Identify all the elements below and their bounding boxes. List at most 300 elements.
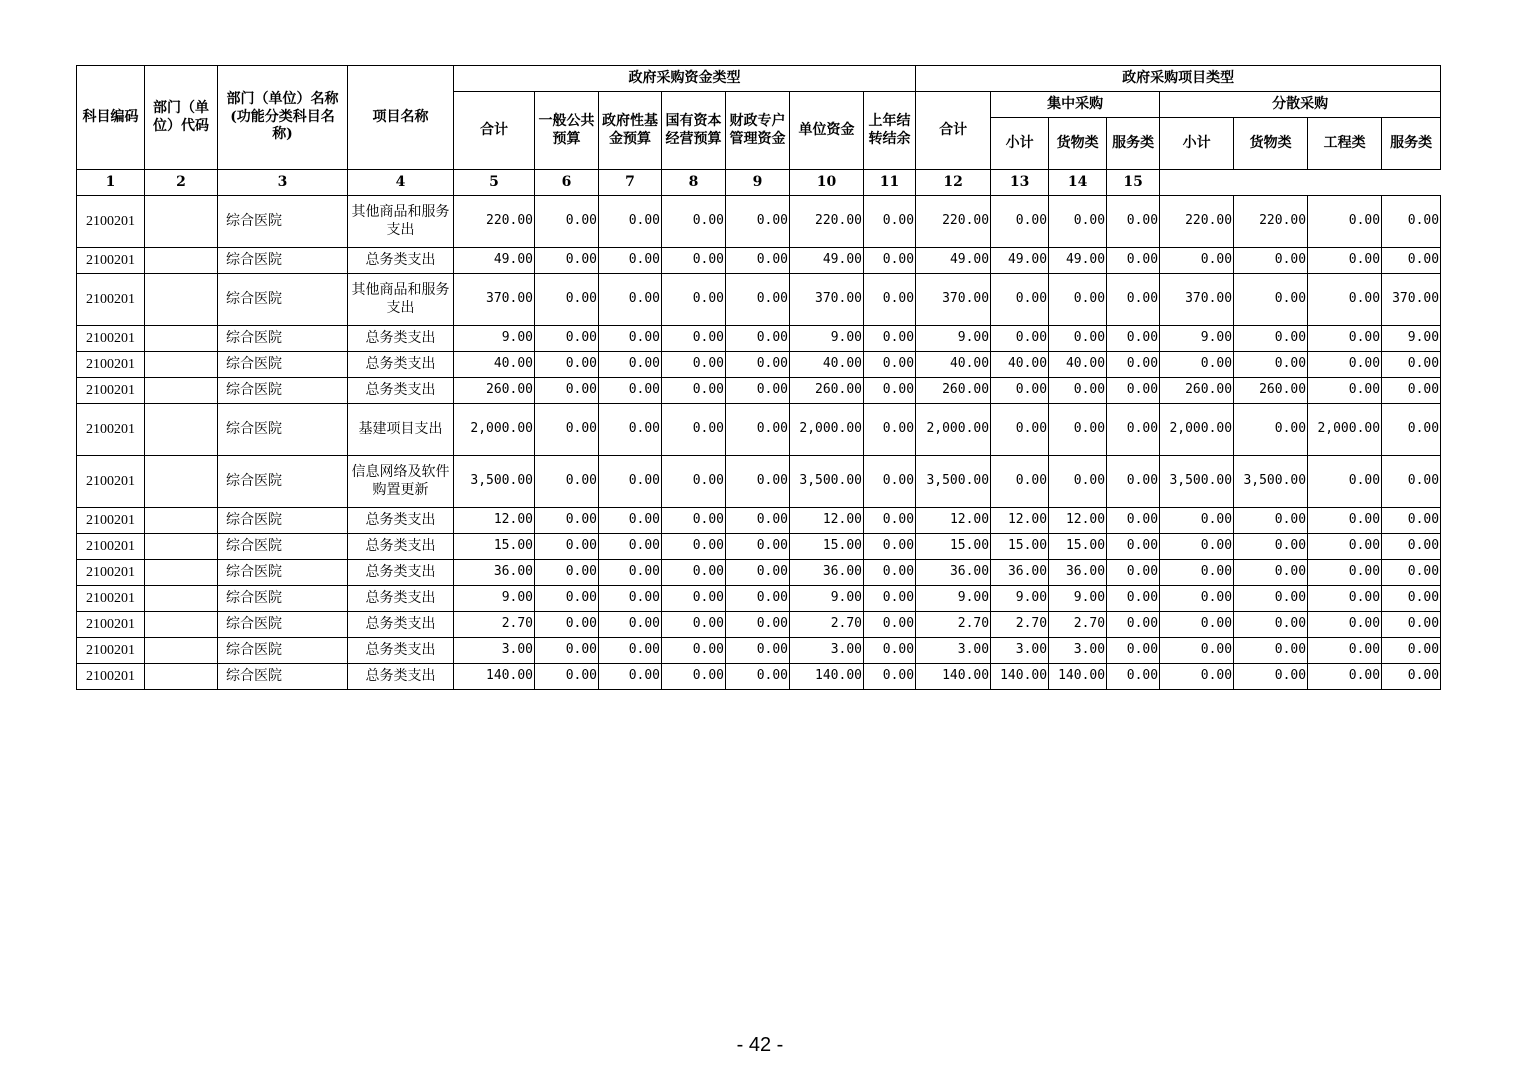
amount-cell: 0.00 (1160, 560, 1234, 586)
page-number: - 42 - (736, 1034, 784, 1056)
amount-cell: 0.00 (726, 664, 790, 690)
column-index: 4 (348, 170, 454, 196)
dept-name-cell: 综合医院 (218, 248, 348, 274)
amount-cell: 0.00 (535, 508, 599, 534)
amount-cell: 0.00 (726, 248, 790, 274)
amount-cell: 0.00 (599, 274, 662, 326)
amount-cell: 0.00 (864, 378, 916, 404)
amount-cell: 2,000.00 (1160, 404, 1234, 456)
amount-cell: 0.00 (662, 378, 726, 404)
amount-cell: 220.00 (790, 196, 864, 248)
amount-cell: 15.00 (1049, 534, 1107, 560)
amount-cell: 0.00 (1160, 534, 1234, 560)
project-name-cell: 总务类支出 (348, 352, 454, 378)
dept-code-cell (145, 352, 218, 378)
subject-code-cell: 2100201 (77, 326, 145, 352)
amount-cell: 0.00 (1049, 404, 1107, 456)
dept-code-cell (145, 274, 218, 326)
amount-cell: 0.00 (1308, 612, 1382, 638)
amount-cell: 3.00 (916, 638, 991, 664)
table-row (77, 404, 1441, 456)
amount-cell: 0.00 (662, 456, 726, 508)
dept-code-cell (145, 560, 218, 586)
amount-cell: 12.00 (991, 508, 1049, 534)
column-index: 10 (790, 170, 864, 196)
header-c-goods: 货物类 (1049, 118, 1107, 170)
dept-code-cell (145, 456, 218, 508)
table-row (77, 248, 1441, 274)
amount-cell: 0.00 (864, 638, 916, 664)
header-c-services: 服务类 (1107, 118, 1160, 170)
amount-cell: 0.00 (1308, 664, 1382, 690)
subject-code-cell: 2100201 (77, 274, 145, 326)
amount-cell: 0.00 (662, 404, 726, 456)
amount-cell: 0.00 (1382, 534, 1441, 560)
amount-cell: 0.00 (1049, 196, 1107, 248)
header-dept-code: 部门（单位）代码 (145, 66, 218, 170)
amount-cell: 0.00 (1382, 664, 1441, 690)
amount-cell: 0.00 (1308, 378, 1382, 404)
amount-cell: 2.70 (1049, 612, 1107, 638)
amount-cell: 0.00 (1234, 586, 1308, 612)
amount-cell: 370.00 (1382, 274, 1441, 326)
amount-cell: 0.00 (1107, 196, 1160, 248)
amount-cell: 0.00 (1382, 352, 1441, 378)
amount-cell: 0.00 (1049, 326, 1107, 352)
subject-code-cell: 2100201 (77, 638, 145, 664)
procurement-table (76, 65, 1441, 690)
amount-cell: 0.00 (1234, 508, 1308, 534)
amount-cell: 12.00 (1049, 508, 1107, 534)
amount-cell: 0.00 (864, 560, 916, 586)
amount-cell: 260.00 (1234, 378, 1308, 404)
amount-cell: 0.00 (662, 560, 726, 586)
dept-name-cell: 综合医院 (218, 664, 348, 690)
amount-cell: 140.00 (1049, 664, 1107, 690)
amount-cell: 220.00 (454, 196, 535, 248)
header-fund-type-group: 政府采购资金类型 (454, 66, 916, 92)
amount-cell: 0.00 (1308, 326, 1382, 352)
amount-cell: 0.00 (1107, 352, 1160, 378)
amount-cell: 0.00 (599, 248, 662, 274)
amount-cell: 0.00 (726, 586, 790, 612)
amount-cell: 0.00 (599, 534, 662, 560)
dept-code-cell (145, 196, 218, 248)
amount-cell: 0.00 (1308, 508, 1382, 534)
dept-code-cell (145, 248, 218, 274)
amount-cell: 0.00 (599, 612, 662, 638)
project-name-cell: 总务类支出 (348, 586, 454, 612)
project-name-cell: 其他商品和服务支出 (348, 196, 454, 248)
amount-cell: 0.00 (726, 352, 790, 378)
header-d-engineering: 工程类 (1308, 118, 1382, 170)
amount-cell: 49.00 (454, 248, 535, 274)
amount-cell: 0.00 (1107, 456, 1160, 508)
amount-cell: 3,500.00 (916, 456, 991, 508)
amount-cell: 0.00 (864, 274, 916, 326)
amount-cell: 0.00 (726, 456, 790, 508)
dept-name-cell: 综合医院 (218, 586, 348, 612)
amount-cell: 0.00 (864, 508, 916, 534)
table-row (77, 508, 1441, 534)
header-general-budget: 一般公共预算 (535, 92, 599, 170)
header-dept-name: 部门（单位）名称(功能分类科目名称) (218, 66, 348, 170)
dept-code-cell (145, 404, 218, 456)
amount-cell: 0.00 (864, 196, 916, 248)
project-name-cell: 总务类支出 (348, 534, 454, 560)
amount-cell: 0.00 (535, 638, 599, 664)
dept-name-cell: 综合医院 (218, 196, 348, 248)
subject-code-cell: 2100201 (77, 664, 145, 690)
amount-cell: 0.00 (1234, 560, 1308, 586)
amount-cell: 0.00 (1234, 352, 1308, 378)
amount-cell: 0.00 (1234, 404, 1308, 456)
amount-cell: 0.00 (1049, 378, 1107, 404)
amount-cell: 0.00 (1308, 274, 1382, 326)
amount-cell: 0.00 (991, 274, 1049, 326)
amount-cell: 0.00 (991, 196, 1049, 248)
amount-cell: 0.00 (1160, 664, 1234, 690)
amount-cell: 0.00 (864, 586, 916, 612)
amount-cell: 0.00 (1049, 456, 1107, 508)
amount-cell: 0.00 (599, 586, 662, 612)
amount-cell: 0.00 (726, 508, 790, 534)
amount-cell: 0.00 (726, 638, 790, 664)
amount-cell: 40.00 (991, 352, 1049, 378)
column-index: 7 (599, 170, 662, 196)
subject-code-cell: 2100201 (77, 612, 145, 638)
amount-cell: 0.00 (1107, 274, 1160, 326)
amount-cell: 3.00 (991, 638, 1049, 664)
project-name-cell: 基建项目支出 (348, 404, 454, 456)
amount-cell: 0.00 (1382, 560, 1441, 586)
column-index: 11 (864, 170, 916, 196)
amount-cell: 0.00 (726, 560, 790, 586)
subject-code-cell: 2100201 (77, 534, 145, 560)
amount-cell: 0.00 (726, 326, 790, 352)
amount-cell: 40.00 (790, 352, 864, 378)
amount-cell: 36.00 (1049, 560, 1107, 586)
table-header (77, 66, 1441, 196)
amount-cell: 220.00 (1160, 196, 1234, 248)
amount-cell: 0.00 (864, 664, 916, 690)
amount-cell: 0.00 (1160, 638, 1234, 664)
amount-cell: 36.00 (790, 560, 864, 586)
header-state-capital-budget: 国有资本经营预算 (662, 92, 726, 170)
amount-cell: 15.00 (991, 534, 1049, 560)
amount-cell: 0.00 (726, 378, 790, 404)
project-name-cell: 总务类支出 (348, 248, 454, 274)
amount-cell: 140.00 (991, 664, 1049, 690)
amount-cell: 9.00 (790, 326, 864, 352)
amount-cell: 2,000.00 (454, 404, 535, 456)
amount-cell: 2,000.00 (790, 404, 864, 456)
amount-cell: 40.00 (454, 352, 535, 378)
amount-cell: 0.00 (1107, 534, 1160, 560)
amount-cell: 0.00 (662, 586, 726, 612)
dept-name-cell: 综合医院 (218, 326, 348, 352)
project-name-cell: 其他商品和服务支出 (348, 274, 454, 326)
amount-cell: 0.00 (1308, 586, 1382, 612)
column-index: 14 (1049, 170, 1107, 196)
dept-name-cell: 综合医院 (218, 378, 348, 404)
subject-code-cell: 2100201 (77, 352, 145, 378)
column-index: 15 (1107, 170, 1160, 196)
amount-cell: 9.00 (1160, 326, 1234, 352)
amount-cell: 0.00 (1107, 248, 1160, 274)
amount-cell: 36.00 (991, 560, 1049, 586)
header-decentralized: 分散采购 (1160, 92, 1441, 118)
table-row (77, 378, 1441, 404)
amount-cell: 0.00 (535, 534, 599, 560)
amount-cell: 2.70 (991, 612, 1049, 638)
project-name-cell: 总务类支出 (348, 378, 454, 404)
amount-cell: 0.00 (1107, 378, 1160, 404)
amount-cell: 0.00 (726, 534, 790, 560)
subject-code-cell: 2100201 (77, 586, 145, 612)
amount-cell: 0.00 (864, 352, 916, 378)
amount-cell: 220.00 (916, 196, 991, 248)
amount-cell: 140.00 (790, 664, 864, 690)
amount-cell: 0.00 (662, 326, 726, 352)
header-centralized: 集中采购 (991, 92, 1160, 118)
subject-code-cell: 2100201 (77, 508, 145, 534)
dept-code-cell (145, 664, 218, 690)
amount-cell: 0.00 (1107, 560, 1160, 586)
table-row (77, 638, 1441, 664)
amount-cell: 0.00 (662, 352, 726, 378)
project-name-cell: 信息网络及软件购置更新 (348, 456, 454, 508)
amount-cell: 0.00 (726, 274, 790, 326)
amount-cell: 0.00 (599, 664, 662, 690)
amount-cell: 49.00 (790, 248, 864, 274)
column-index: 8 (662, 170, 726, 196)
table-row (77, 326, 1441, 352)
amount-cell: 0.00 (599, 352, 662, 378)
amount-cell: 0.00 (1382, 456, 1441, 508)
amount-cell: 0.00 (864, 534, 916, 560)
table-row (77, 274, 1441, 326)
amount-cell: 0.00 (1382, 404, 1441, 456)
amount-cell: 0.00 (864, 326, 916, 352)
table-row (77, 456, 1441, 508)
amount-cell: 36.00 (454, 560, 535, 586)
amount-cell: 0.00 (991, 456, 1049, 508)
amount-cell: 9.00 (1382, 326, 1441, 352)
project-name-cell: 总务类支出 (348, 664, 454, 690)
amount-cell: 0.00 (599, 404, 662, 456)
amount-cell: 0.00 (662, 612, 726, 638)
dept-name-cell: 综合医院 (218, 404, 348, 456)
amount-cell: 0.00 (1107, 612, 1160, 638)
subject-code-cell: 2100201 (77, 560, 145, 586)
header-fiscal-special-account: 财政专户管理资金 (726, 92, 790, 170)
amount-cell: 370.00 (1160, 274, 1234, 326)
dept-name-cell: 综合医院 (218, 508, 348, 534)
amount-cell: 40.00 (916, 352, 991, 378)
dept-name-cell: 综合医院 (218, 560, 348, 586)
amount-cell: 370.00 (454, 274, 535, 326)
header-project-total: 合计 (916, 92, 991, 170)
amount-cell: 0.00 (1234, 248, 1308, 274)
amount-cell: 9.00 (454, 586, 535, 612)
amount-cell: 3,500.00 (1160, 456, 1234, 508)
column-index: 3 (218, 170, 348, 196)
amount-cell: 49.00 (1049, 248, 1107, 274)
dept-name-cell: 综合医院 (218, 456, 348, 508)
column-index: 12 (916, 170, 991, 196)
amount-cell: 0.00 (662, 534, 726, 560)
amount-cell: 370.00 (916, 274, 991, 326)
table-row (77, 560, 1441, 586)
amount-cell: 0.00 (535, 456, 599, 508)
dept-code-cell (145, 378, 218, 404)
amount-cell: 9.00 (454, 326, 535, 352)
dept-code-cell (145, 508, 218, 534)
amount-cell: 0.00 (599, 508, 662, 534)
table-row (77, 664, 1441, 690)
amount-cell: 260.00 (1160, 378, 1234, 404)
dept-name-cell: 综合医院 (218, 274, 348, 326)
amount-cell: 2.70 (916, 612, 991, 638)
dept-code-cell (145, 638, 218, 664)
header-subject-code: 科目编码 (77, 66, 145, 170)
amount-cell: 0.00 (991, 378, 1049, 404)
amount-cell: 3,500.00 (1234, 456, 1308, 508)
dept-name-cell: 综合医院 (218, 638, 348, 664)
amount-cell: 220.00 (1234, 196, 1308, 248)
amount-cell: 15.00 (454, 534, 535, 560)
amount-cell: 0.00 (1234, 274, 1308, 326)
amount-cell: 370.00 (790, 274, 864, 326)
amount-cell: 0.00 (662, 274, 726, 326)
header-fund-total: 合计 (454, 92, 535, 170)
amount-cell: 260.00 (916, 378, 991, 404)
amount-cell: 140.00 (916, 664, 991, 690)
amount-cell: 0.00 (535, 612, 599, 638)
amount-cell: 0.00 (599, 456, 662, 508)
amount-cell: 0.00 (1308, 456, 1382, 508)
amount-cell: 0.00 (1160, 352, 1234, 378)
amount-cell: 0.00 (535, 274, 599, 326)
column-index: 1 (77, 170, 145, 196)
table-body (77, 196, 1441, 690)
table-row (77, 196, 1441, 248)
amount-cell: 0.00 (726, 196, 790, 248)
amount-cell: 0.00 (864, 404, 916, 456)
amount-cell: 3.00 (790, 638, 864, 664)
amount-cell: 0.00 (1049, 274, 1107, 326)
project-name-cell: 总务类支出 (348, 508, 454, 534)
amount-cell: 0.00 (864, 248, 916, 274)
amount-cell: 12.00 (916, 508, 991, 534)
amount-cell: 12.00 (454, 508, 535, 534)
dept-code-cell (145, 326, 218, 352)
amount-cell: 9.00 (916, 326, 991, 352)
amount-cell: 0.00 (662, 508, 726, 534)
header-project-name: 项目名称 (348, 66, 454, 170)
amount-cell: 0.00 (1382, 196, 1441, 248)
amount-cell: 0.00 (1382, 586, 1441, 612)
amount-cell: 12.00 (790, 508, 864, 534)
amount-cell: 2,000.00 (916, 404, 991, 456)
column-index: 2 (145, 170, 218, 196)
subject-code-cell: 2100201 (77, 248, 145, 274)
amount-cell: 9.00 (790, 586, 864, 612)
dept-name-cell: 综合医院 (218, 352, 348, 378)
dept-name-cell: 综合医院 (218, 612, 348, 638)
column-index: 13 (991, 170, 1049, 196)
table-row (77, 612, 1441, 638)
amount-cell: 0.00 (1308, 560, 1382, 586)
amount-cell: 0.00 (1308, 352, 1382, 378)
column-index: 6 (535, 170, 599, 196)
column-index: 9 (726, 170, 790, 196)
amount-cell: 3.00 (1049, 638, 1107, 664)
project-name-cell: 总务类支出 (348, 326, 454, 352)
amount-cell: 0.00 (599, 196, 662, 248)
amount-cell: 0.00 (599, 638, 662, 664)
header-project-type-group: 政府采购项目类型 (916, 66, 1441, 92)
amount-cell: 0.00 (864, 456, 916, 508)
amount-cell: 0.00 (1382, 638, 1441, 664)
amount-cell: 0.00 (535, 248, 599, 274)
amount-cell: 0.00 (1160, 612, 1234, 638)
project-name-cell: 总务类支出 (348, 612, 454, 638)
subject-code-cell: 2100201 (77, 404, 145, 456)
header-carryover: 上年结转结余 (864, 92, 916, 170)
amount-cell: 0.00 (1160, 248, 1234, 274)
amount-cell: 0.00 (991, 404, 1049, 456)
amount-cell: 0.00 (599, 560, 662, 586)
amount-cell: 0.00 (726, 404, 790, 456)
amount-cell: 0.00 (535, 560, 599, 586)
amount-cell: 15.00 (916, 534, 991, 560)
amount-cell: 2,000.00 (1308, 404, 1382, 456)
amount-cell: 0.00 (535, 404, 599, 456)
amount-cell: 0.00 (1107, 404, 1160, 456)
amount-cell: 15.00 (790, 534, 864, 560)
amount-cell: 2.70 (790, 612, 864, 638)
project-name-cell: 总务类支出 (348, 560, 454, 586)
dept-code-cell (145, 534, 218, 560)
header-c-subtotal: 小计 (991, 118, 1049, 170)
dept-code-cell (145, 586, 218, 612)
amount-cell: 0.00 (535, 196, 599, 248)
amount-cell: 9.00 (1049, 586, 1107, 612)
amount-cell: 0.00 (1382, 612, 1441, 638)
amount-cell: 0.00 (1107, 664, 1160, 690)
subject-code-cell: 2100201 (77, 456, 145, 508)
amount-cell: 0.00 (662, 196, 726, 248)
table-row (77, 352, 1441, 378)
dept-name-cell: 综合医院 (218, 534, 348, 560)
amount-cell: 0.00 (535, 378, 599, 404)
amount-cell: 0.00 (1234, 638, 1308, 664)
amount-cell: 0.00 (1160, 508, 1234, 534)
amount-cell: 0.00 (662, 638, 726, 664)
amount-cell: 260.00 (454, 378, 535, 404)
amount-cell: 0.00 (1308, 248, 1382, 274)
amount-cell: 0.00 (535, 352, 599, 378)
subject-code-cell: 2100201 (77, 196, 145, 248)
amount-cell: 3,500.00 (454, 456, 535, 508)
amount-cell: 49.00 (991, 248, 1049, 274)
header-d-goods: 货物类 (1234, 118, 1308, 170)
amount-cell: 40.00 (1049, 352, 1107, 378)
amount-cell: 9.00 (991, 586, 1049, 612)
amount-cell: 0.00 (1382, 378, 1441, 404)
